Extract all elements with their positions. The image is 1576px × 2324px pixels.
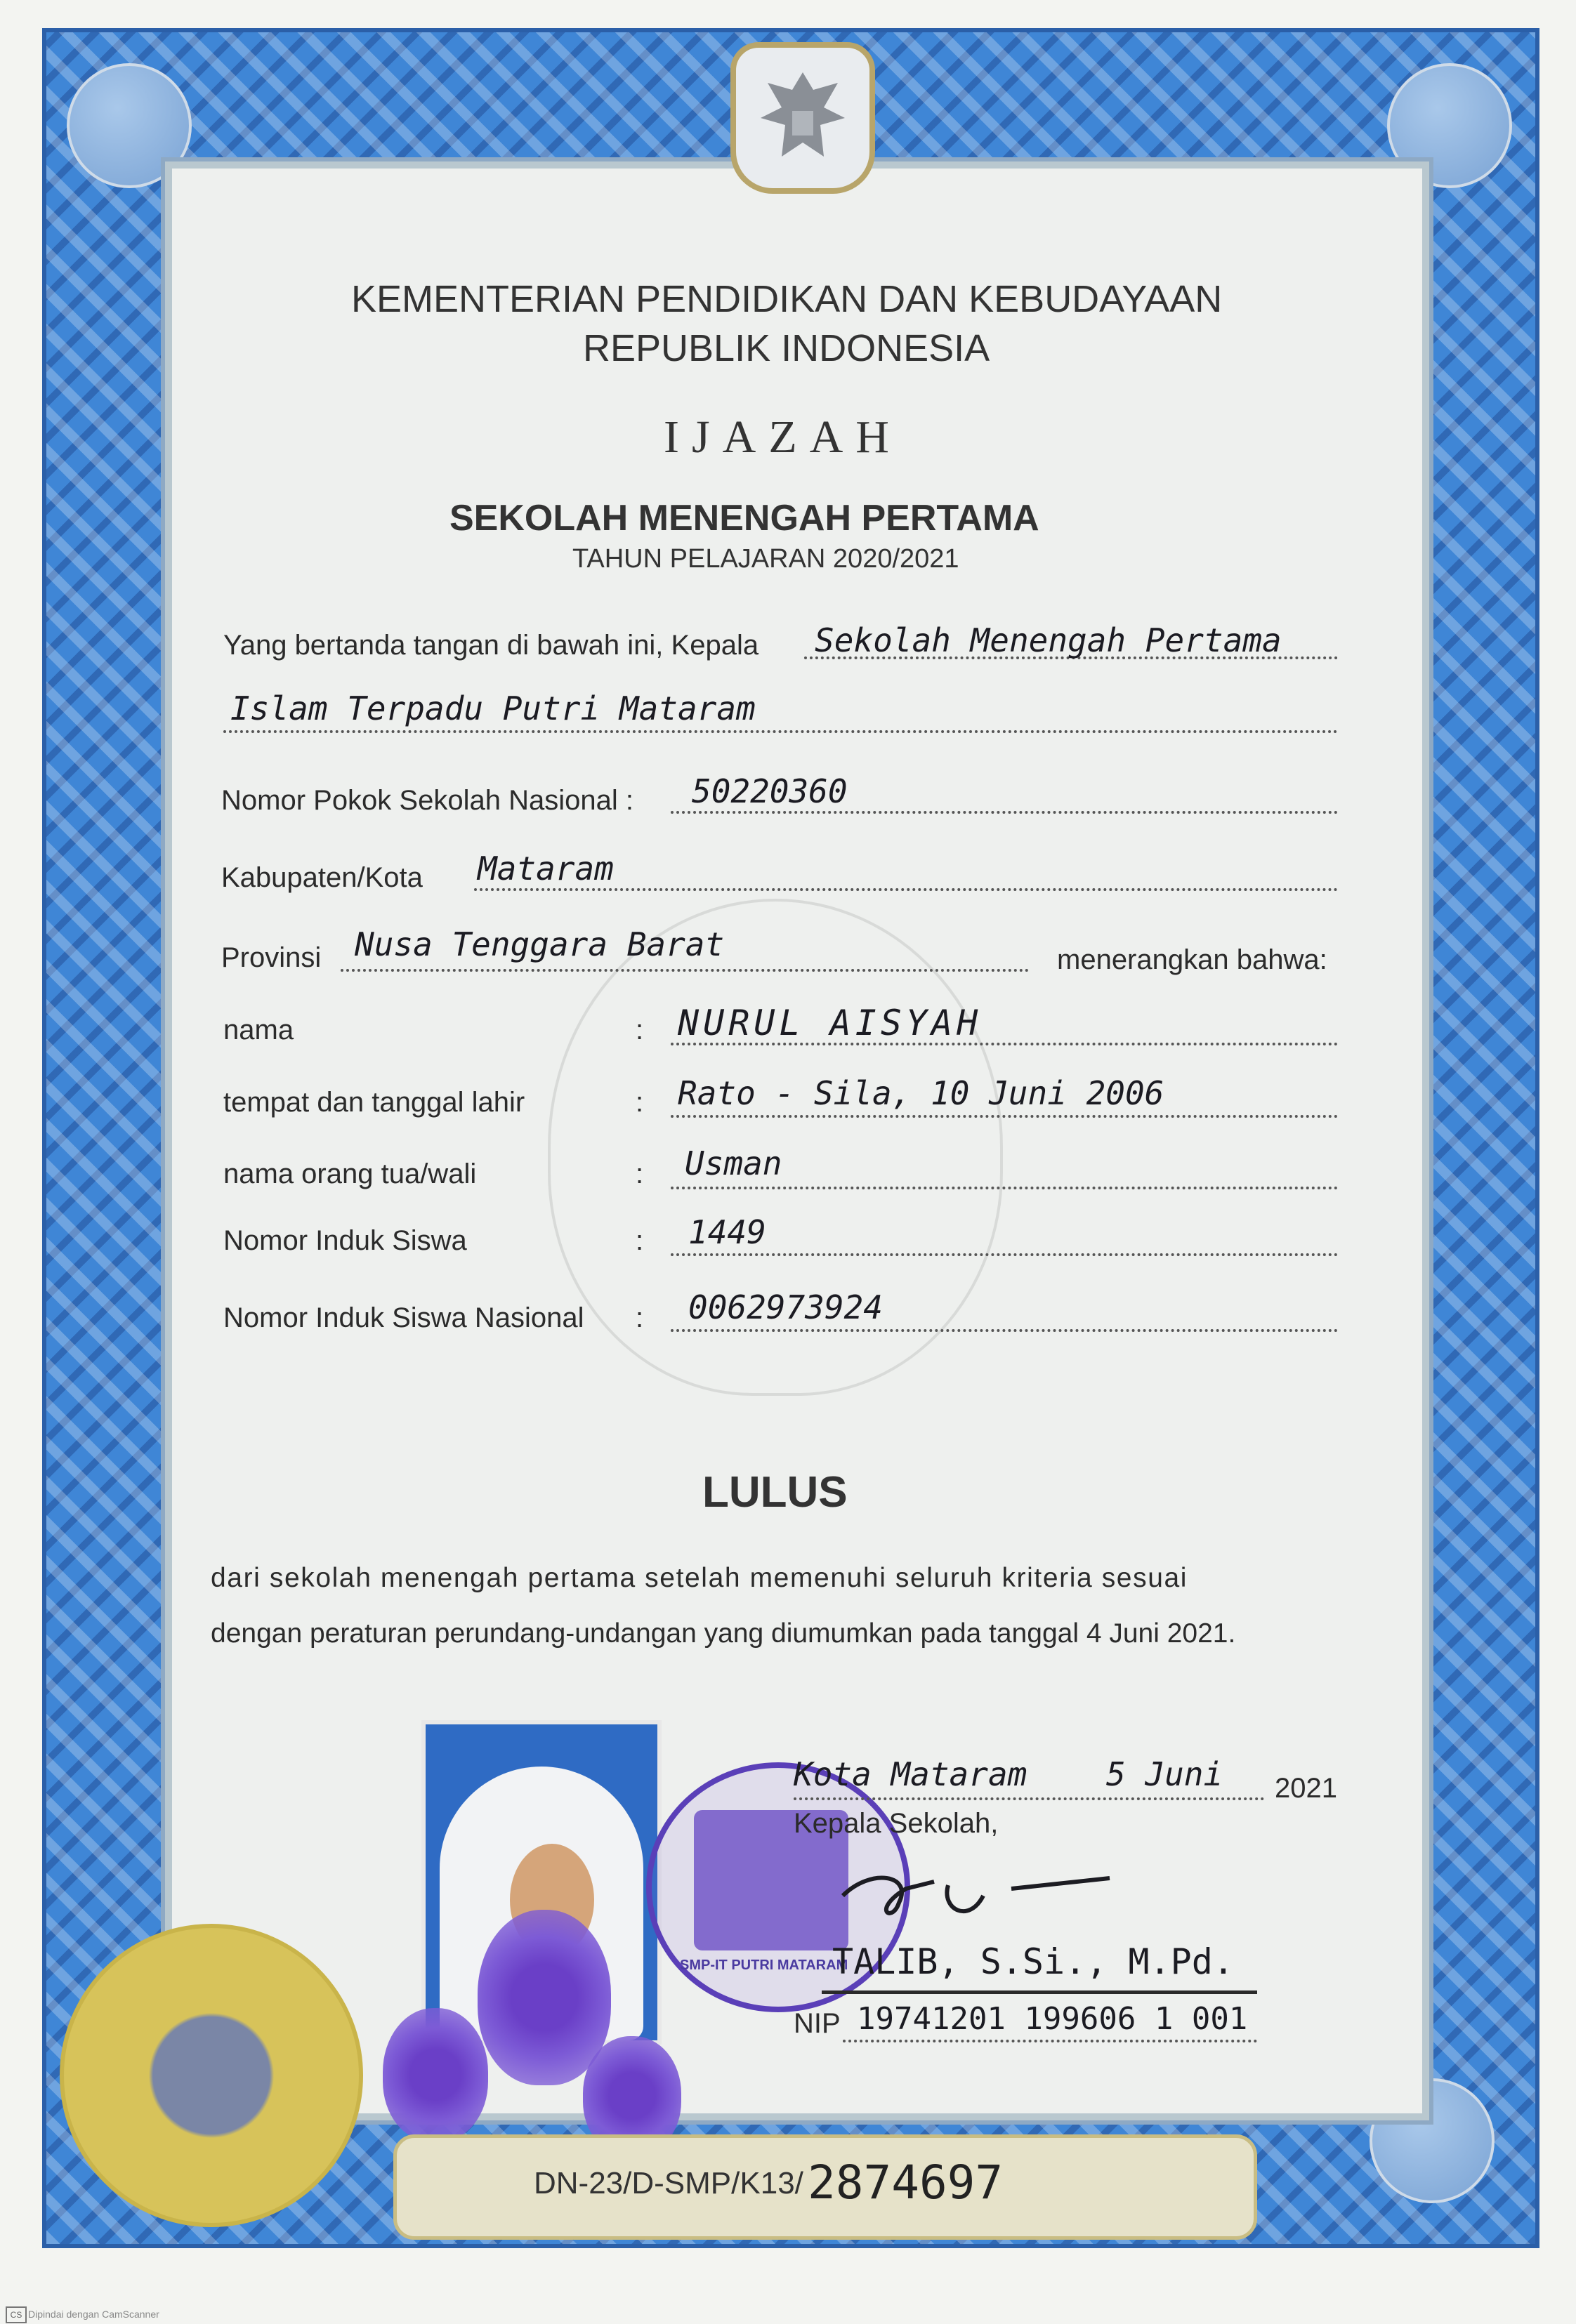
field-value-ttl: Rato - Sila, 10 Juni 2006: [678, 1074, 1164, 1112]
field-label-nama: nama: [223, 1015, 294, 1045]
serial-prefix: DN-23/D-SMP/K13/: [534, 2166, 803, 2200]
field-value-nisn: 0062973924: [688, 1288, 883, 1326]
intro-label: Yang bertanda tangan di bawah ini, Kepala: [223, 630, 759, 661]
field-label-nis: Nomor Induk Siswa: [223, 1225, 467, 1256]
dotted-line: [341, 969, 1029, 972]
stamp-text: SMP-IT PUTRI MATARAM: [680, 1957, 848, 1973]
dotted-line: [671, 1115, 1338, 1118]
dotted-line: [671, 1187, 1338, 1189]
field-label-nisn: Nomor Induk Siswa Nasional: [223, 1302, 584, 1333]
provinsi-value: Nusa Tenggara Barat: [355, 925, 725, 963]
garuda-emblem-icon: [730, 42, 875, 194]
kabupaten-value: Mataram: [478, 850, 614, 887]
dotted-line: [474, 888, 1338, 891]
dotted-line: [671, 811, 1338, 814]
field-colon: :: [636, 1158, 644, 1189]
scanner-caption: Dipindai dengan CamScanner: [28, 2309, 159, 2320]
nip-value: 19741201 199606 1 001: [857, 2001, 1248, 2037]
field-label-ttl: tempat dan tanggal lahir: [223, 1087, 525, 1118]
kabupaten-label: Kabupaten/Kota: [221, 862, 423, 893]
principal-name: TALIB, S.Si., M.Pd.: [832, 1941, 1234, 1982]
signature-underline: [822, 1990, 1257, 1994]
republic-heading: REPUBLIK INDONESIA: [583, 327, 990, 369]
fingerprint: [383, 2008, 488, 2141]
signature-place: Kota Mataram: [794, 1755, 1027, 1793]
dotted-line: [794, 1797, 1264, 1800]
hologram-seal-icon: [60, 1924, 363, 2227]
menerangkan-text: menerangkan bahwa:: [1057, 944, 1327, 975]
school-level-heading: SEKOLAH MENENGAH PERTAMA: [449, 498, 1039, 539]
field-value-nis: 1449: [688, 1213, 766, 1251]
dotted-line: [671, 1253, 1338, 1256]
field-colon: :: [636, 1225, 644, 1256]
school-name-line2: Islam Terpadu Putri Mataram: [230, 689, 756, 727]
academic-year: TAHUN PELAJARAN 2020/2021: [572, 544, 959, 574]
field-colon: :: [636, 1302, 644, 1333]
field-value-nama: NURUL AISYAH: [678, 1003, 983, 1043]
serial-number: 2874697: [808, 2155, 1004, 2210]
ministry-heading: KEMENTERIAN PENDIDIKAN DAN KEBUDAYAAN: [351, 278, 1223, 320]
npsn-label: Nomor Pokok Sekolah Nasional :: [221, 785, 633, 816]
provinsi-label: Provinsi: [221, 942, 322, 973]
dotted-line: [843, 2040, 1257, 2042]
handwritten-signature: [829, 1847, 1124, 1938]
field-value-orang-tua: Usman: [685, 1144, 782, 1182]
signature-title: Kepala Sekolah,: [794, 1808, 999, 1839]
dotted-line: [223, 730, 1338, 733]
fingerprint: [478, 1910, 611, 2085]
field-colon: :: [636, 1015, 644, 1045]
npsn-value: 50220360: [692, 772, 848, 810]
field-colon: :: [636, 1087, 644, 1118]
signature-date: 5 Juni: [1106, 1755, 1223, 1793]
nip-label: NIP: [794, 2008, 841, 2039]
dotted-line: [671, 1329, 1338, 1332]
school-name-line1: Sekolah Menengah Pertama: [815, 621, 1282, 659]
field-label-orang-tua: nama orang tua/wali: [223, 1158, 477, 1189]
camscanner-icon: CS: [6, 2306, 27, 2323]
statement-line1: dari sekolah menengah pertama setelah memenuhi seluruh kriteria sesuai: [211, 1563, 1188, 1593]
result-lulus: LULUS: [702, 1468, 848, 1517]
signature-year: 2021: [1275, 1773, 1337, 1804]
document-title: IJAZAH: [664, 411, 902, 463]
statement-line2: dengan peraturan perundang-undangan yang diumumkan pada tanggal 4 Juni 2021.: [211, 1618, 1236, 1649]
